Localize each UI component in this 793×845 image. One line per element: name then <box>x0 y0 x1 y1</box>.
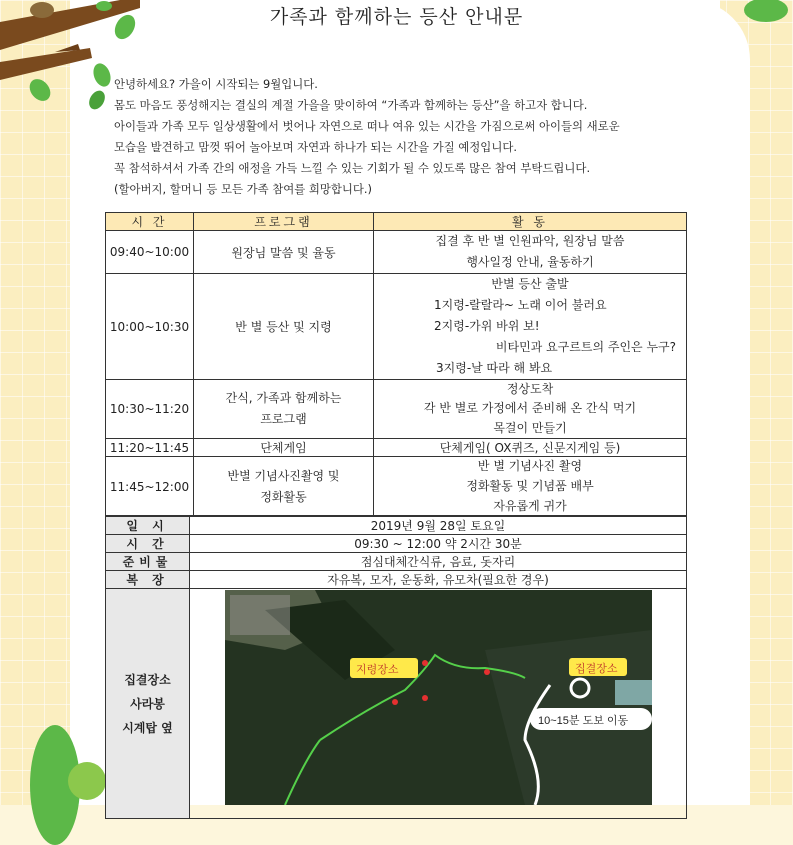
activity-line: 1지령-랄랄라~ 노래 이어 불러요 <box>434 298 607 312</box>
location-line: 시계탑 옆 <box>122 720 173 735</box>
program-line: 원장님 말씀 및 율동 <box>231 245 336 260</box>
activity-line: 집결 후 반 별 인원파악, 원장님 말씀 <box>435 234 625 248</box>
info-row <box>106 571 687 589</box>
time-label: 시 간 <box>106 535 190 553</box>
time-value: 09:30 ~ 12:00 약 2시간 30분 <box>190 535 687 553</box>
dress-label: 복 장 <box>106 571 190 589</box>
activity-line: 목걸이 만들기 <box>493 421 567 435</box>
header-time: 시 간 <box>106 213 194 231</box>
time-cell: 11:20~11:45 <box>106 439 194 457</box>
program-line: 반별 기념사진촬영 및 <box>227 468 340 483</box>
bush-illustration <box>68 762 106 800</box>
activity-cell <box>374 380 687 439</box>
program-line: 반 별 등산 및 지령 <box>235 320 332 334</box>
activity-cell <box>374 457 687 517</box>
table-row <box>106 380 687 439</box>
activity-line: 자유롭게 귀가 <box>493 499 567 513</box>
activity-line: 3지령-날 따라 해 봐요 <box>436 361 553 375</box>
intro-line: 안녕하세요? 가을이 시작되는 9월입니다. <box>114 77 318 91</box>
info-row <box>106 553 687 571</box>
dress-value: 자유복, 모자, 운동화, 유모차(필요한 경우) <box>190 571 687 589</box>
time-cell: 09:40~10:00 <box>106 231 194 274</box>
time-cell: 10:00~10:30 <box>106 274 194 380</box>
location-line: 집결장소 <box>124 672 171 687</box>
intro-line: 아이들과 가족 모두 일상생활에서 벗어나 자연으로 떠나 여유 있는 시간을 가짐으로써 아이들의 새로운 <box>114 119 620 133</box>
time-cell: 11:45~12:00 <box>106 457 194 517</box>
table-row <box>106 439 687 457</box>
intro-line: 꼭 참석하셔서 가족 간의 애정을 가득 느낄 수 있는 기회가 될 수 있도록 많은 참여 부탁드립니다. <box>114 161 591 175</box>
program-line: 정화활동 <box>260 489 307 504</box>
table-row <box>106 231 687 274</box>
program-cell <box>194 380 374 439</box>
schedule-table <box>105 212 687 517</box>
program-cell <box>194 274 374 380</box>
program-line: 단체게임 <box>260 441 307 455</box>
program-cell <box>194 457 374 517</box>
activity-line: 2지령-가위 바위 보! <box>434 319 540 333</box>
program-line: 간식, 가족과 함께하는 <box>225 391 342 405</box>
time-cell: 10:30~11:20 <box>106 380 194 439</box>
activity-line: 정상도착 <box>506 382 554 396</box>
map-label-walk: 10~15분 도보 이동 <box>538 715 629 727</box>
date-label: 일 시 <box>106 516 190 535</box>
intro-line: 모습을 발견하고 맘껏 뛰어 놀아보며 자연과 하나가 되는 시간을 가질 예정입니다. <box>114 140 517 154</box>
activity-line: 행사일정 안내, 율동하기 <box>466 255 594 269</box>
map-label-mission: 지령장소 <box>356 664 399 676</box>
prep-label: 준비물 <box>106 553 190 571</box>
schedule-header <box>106 213 687 231</box>
header-program: 프로그램 <box>194 213 374 231</box>
intro-text <box>114 74 714 200</box>
table-row <box>106 274 687 380</box>
info-row <box>106 535 687 553</box>
location-cell <box>106 589 190 819</box>
header-activity: 활 동 <box>374 213 687 231</box>
activity-line: 반별 등산 출발 <box>491 277 569 291</box>
activity-cell <box>374 439 687 457</box>
activity-line: 단체게임( OX퀴즈, 신문지게임 등) <box>439 441 621 455</box>
info-row <box>106 516 687 535</box>
activity-line: 각 반 별로 가정에서 준비해 온 간식 먹기 <box>423 401 637 415</box>
page-title: 가족과 함께하는 등산 안내문 <box>269 6 524 28</box>
location-line: 사라봉 <box>130 696 165 711</box>
program-cell <box>194 439 374 457</box>
route-map <box>225 590 652 805</box>
activity-line: 비타민과 요구르트의 주인은 누구? <box>495 340 676 354</box>
program-line: 프로그램 <box>260 412 307 426</box>
map-graphic <box>225 590 652 805</box>
activity-cell <box>374 274 687 380</box>
activity-line: 정화활동 및 기념품 배부 <box>466 479 594 493</box>
program-cell <box>194 231 374 274</box>
intro-line: 몸도 마음도 풍성해지는 결실의 계절 가을을 맞이하여 “가족과 함께하는 등산”을 하고자 합니다. <box>114 98 588 112</box>
table-row <box>106 457 687 517</box>
activity-line: 반 별 기념사진 촬영 <box>477 459 583 473</box>
intro-line: (할아버지, 할머니 등 모든 가족 참여를 희망합니다.) <box>114 182 372 196</box>
map-label-meeting: 집결장소 <box>575 663 618 675</box>
activity-cell <box>374 231 687 274</box>
date-value: 2019년 9월 28일 토요일 <box>190 516 687 535</box>
prep-value: 점심대체간식류, 음료, 돗자리 <box>190 553 687 571</box>
